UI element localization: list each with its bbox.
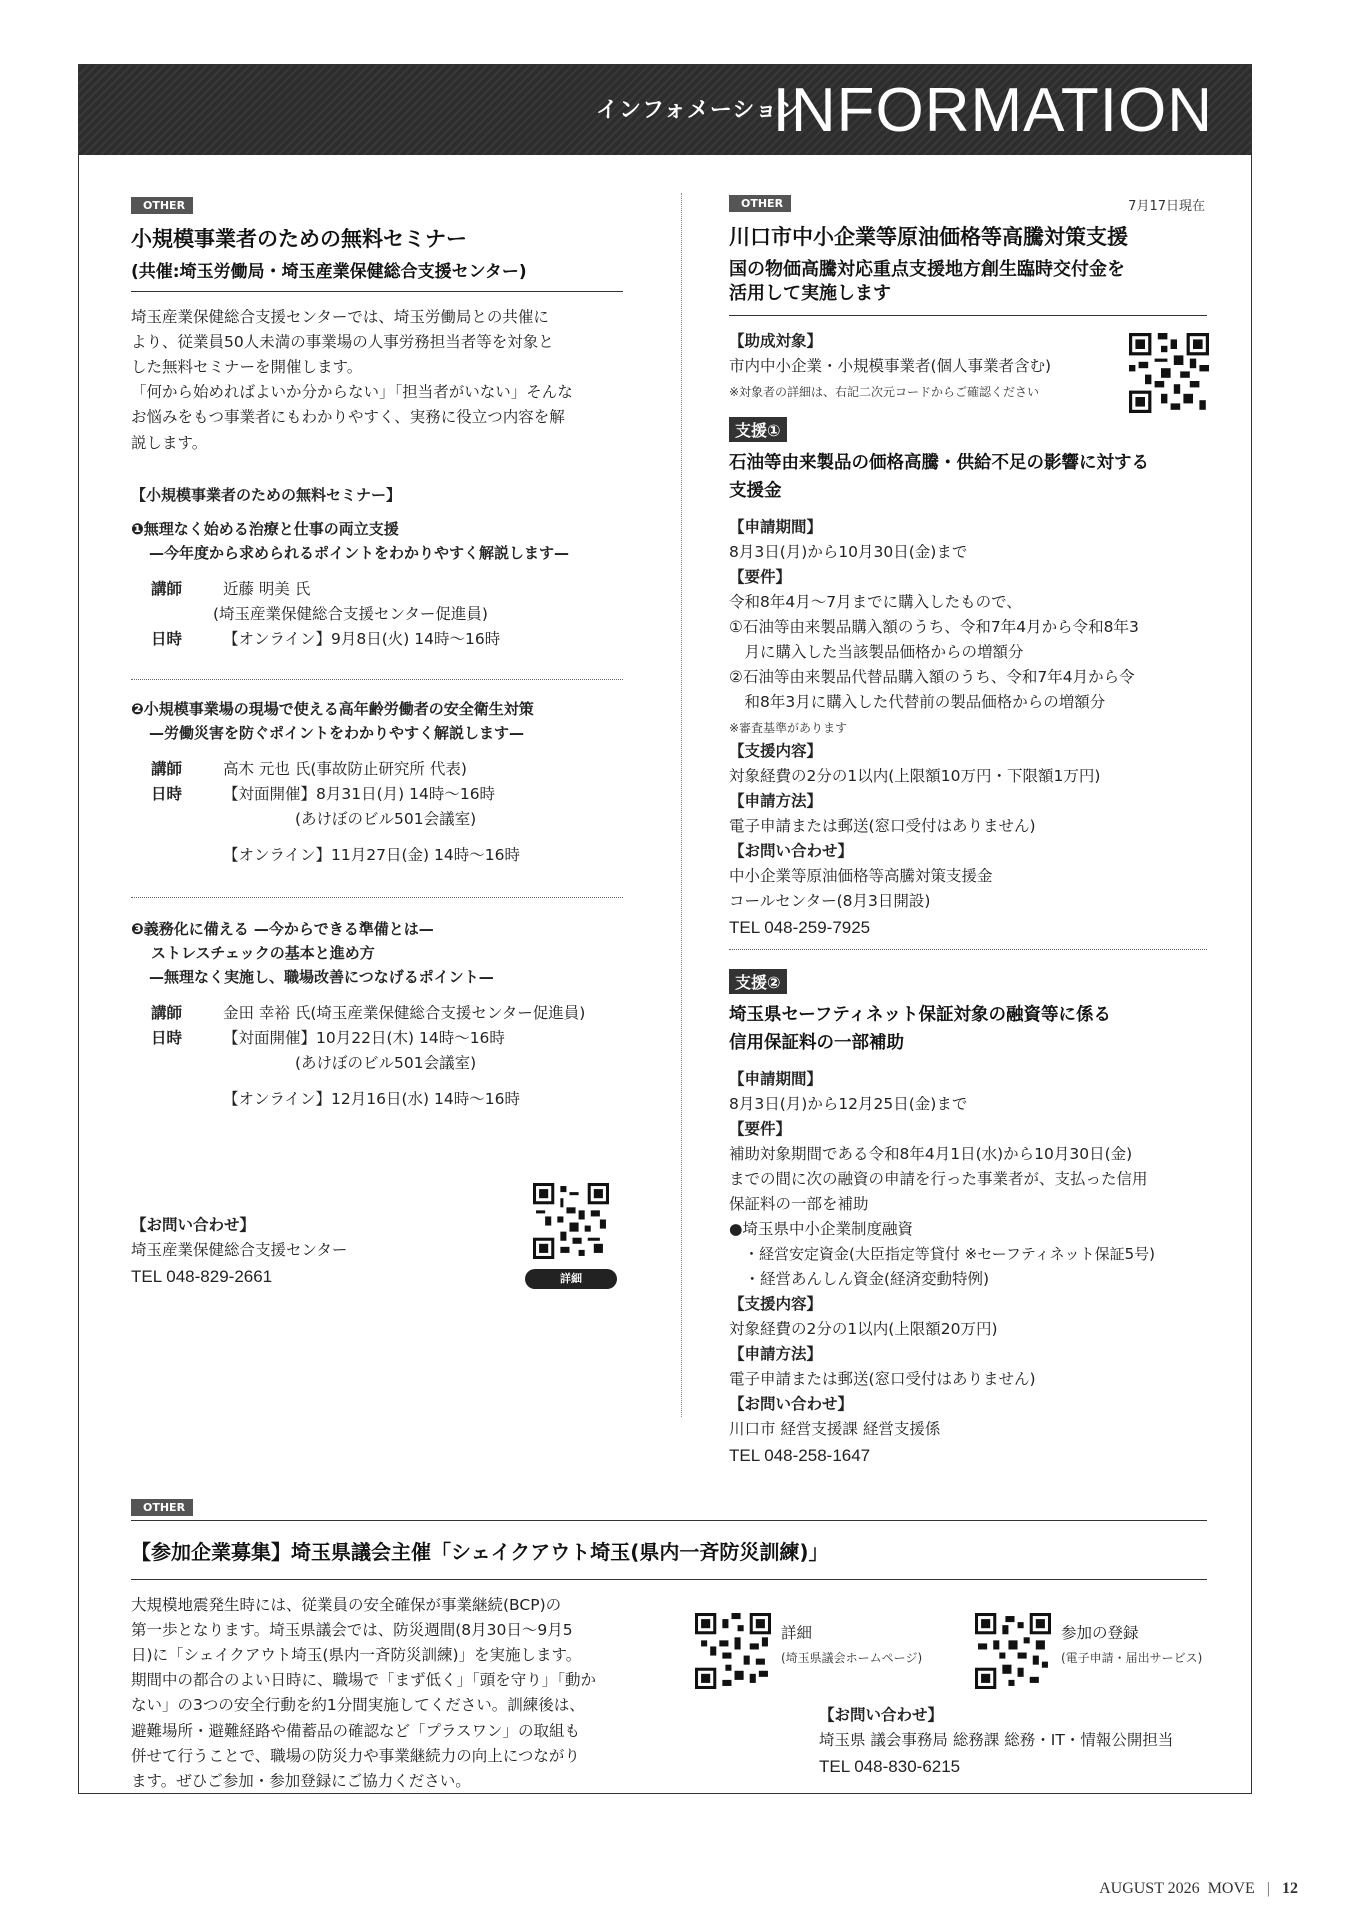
support1-content-label: 【支援内容】 bbox=[729, 742, 823, 760]
support1-contact-label: 【お問い合わせ】 bbox=[729, 842, 854, 860]
seminar1-date: 日時 【オンライン】9月8日(火) 14時〜16時 bbox=[151, 630, 501, 648]
right-date-note: 7月17日現在 bbox=[1128, 199, 1205, 214]
support2-content: 対象経費の2分の1以内(上限額20万円) bbox=[729, 1320, 998, 1338]
seminar2-sub: —労働災害を防ぐポイントをわかりやすく解説します— bbox=[149, 724, 525, 742]
support2-req: 補助対象期間である令和8年4月1日(水)から10月30日(金) までの間に次の融資の申請を行った事業者が、支払った信用 保証料の一部を補助 ●埼玉県中小企業制度融資 ・経営安定資金(大臣指定等貸付 ※セーフティネット保証5号) ・経営あんしん資金(経済変動特例) bbox=[729, 1145, 1156, 1288]
left-intro: 埼玉産業保健総合支援センターでは、埼玉労働局との共催に より、従業員50人未満の事業場の人事労務担当者等を対象と した無料セミナーを開催します。 「何から始めればよいか分からない」「担当者がいない」そんな お悩みをもつ事業者にもわかりやすく、実務に役立つ内容を解 説します。 bbox=[131, 308, 573, 452]
target-label: 【助成対象】 bbox=[729, 332, 823, 350]
left-subtitle: (共催:埼玉労働局・埼玉産業保健総合支援センター) bbox=[131, 262, 527, 282]
right-qr-code[interactable] bbox=[1129, 333, 1209, 413]
support1-method-label: 【申請方法】 bbox=[729, 792, 823, 810]
right-title-rule bbox=[729, 315, 1207, 316]
seminar3-lecturer: 講師 金田 幸裕 氏(埼玉産業保健総合支援センター促進員) bbox=[151, 1004, 586, 1022]
bottom-body: 大規模地震発生時には、従業員の安全確保が事業継続(BCP)の 第一歩となります。埼玉県議会では、防災週間(8月30日〜9月5 日)に「シェイクアウト埼玉(県内一斉防災訓練)」を実施します。 期間中の都合のよい日時に、職場で「まず低く」「頭を守り」「動か ない」の3つの安全行動を約1分間実施してください。訓練後は、 避難場所・避難経路や備蓄品の確認など「プラスワン」の取組も 併せて行うことで、職場の防災力や事業継続力の向上につながり ます。ぜひご参加・参加登録にご協力ください。 bbox=[131, 1596, 597, 1790]
bottom-qr1-sub: (埼玉県議会ホームページ) bbox=[781, 1651, 923, 1665]
page-footer: AUGUST 2026 MOVE | 12 bbox=[1099, 1880, 1298, 1897]
support2-contact-label: 【お問い合わせ】 bbox=[729, 1395, 854, 1413]
seminar-divider-1 bbox=[131, 679, 623, 680]
left-contact-name: 埼玉産業保健総合支援センター bbox=[131, 1241, 348, 1259]
seminar3-online: 【オンライン】12月16日(水) 14時〜16時 bbox=[223, 1090, 520, 1108]
seminar3-venue: (あけぼのビル501会議室) bbox=[295, 1054, 477, 1072]
support2-period: 8月3日(月)から12月25日(金)まで bbox=[729, 1095, 968, 1113]
bottom-contact-label: 【お問い合わせ】 bbox=[819, 1706, 944, 1724]
target-text: 市内中小企業・小規模事業者(個人事業者含む) bbox=[729, 357, 1052, 375]
support-divider bbox=[729, 949, 1207, 950]
support1-period: 8月3日(月)から10月30日(金)まで bbox=[729, 543, 968, 561]
bottom-contact-name: 埼玉県 議会事務局 総務課 総務・IT・情報公開担当 bbox=[819, 1731, 1174, 1749]
support2-req-label: 【要件】 bbox=[729, 1120, 792, 1138]
support1-title2: 支援金 bbox=[729, 481, 782, 501]
support2-period-label: 【申請期間】 bbox=[729, 1070, 823, 1088]
right-subtitle2: 活用して実施します bbox=[729, 283, 891, 304]
support1-title1: 石油等由来製品の価格高騰・供給不足の影響に対する bbox=[729, 453, 1149, 473]
bottom-contact-tel: TEL 048-830-6215 bbox=[819, 1757, 961, 1776]
support1-method: 電子申請または郵送(窓口受付はありません) bbox=[729, 817, 1036, 835]
right-subtitle1: 国の物価高騰対応重点支援地方創生臨時交付金を bbox=[729, 259, 1125, 280]
banner-title-jp: インフォメーション bbox=[595, 98, 801, 123]
support2-badge: 支援② bbox=[729, 969, 787, 994]
other-tag-bottom: OTHER bbox=[131, 1499, 193, 1516]
left-detail-pill[interactable]: 詳細 bbox=[525, 1269, 617, 1289]
support2-content-label: 【支援内容】 bbox=[729, 1295, 823, 1313]
bottom-qr1-label: 詳細 bbox=[781, 1624, 813, 1642]
right-title: 川口市中小企業等原油価格等高騰対策支援 bbox=[729, 225, 1128, 249]
support2-tel: TEL 048-258-1647 bbox=[729, 1446, 871, 1465]
bottom-qr-detail[interactable] bbox=[695, 1613, 771, 1689]
support1-req-note: ※審査基準があります bbox=[729, 721, 848, 735]
left-contact-tel: TEL 048-829-2661 bbox=[131, 1267, 273, 1286]
left-title: 小規模事業者のための無料セミナー bbox=[131, 227, 467, 251]
seminar2-venue: (あけぼのビル501会議室) bbox=[295, 810, 477, 828]
seminar1-lecturer: 講師 近藤 明美 氏 bbox=[151, 580, 311, 598]
seminar2-online: 【オンライン】11月27日(金) 14時〜16時 bbox=[223, 846, 520, 864]
support2-method: 電子申請または郵送(窓口受付はありません) bbox=[729, 1370, 1036, 1388]
support1-badge: 支援① bbox=[729, 417, 787, 442]
bottom-top-rule bbox=[131, 1520, 1207, 1521]
other-tag-right: OTHER bbox=[729, 195, 791, 212]
left-contact-label: 【お問い合わせ】 bbox=[131, 1216, 256, 1234]
seminar1-sub: —今年度から求められるポイントをわかりやすく解説します— bbox=[149, 544, 570, 562]
bottom-qr2-label: 参加の登録 bbox=[1061, 1624, 1139, 1642]
seminar3-date: 日時 【対面開催】10月22日(木) 14時〜16時 bbox=[151, 1029, 505, 1047]
other-tag: OTHER bbox=[131, 197, 193, 214]
seminar2-lecturer: 講師 高木 元也 氏(事故防止研究所 代表) bbox=[151, 760, 467, 778]
support1-content: 対象経費の2分の1以内(上限額10万円・下限額1万円) bbox=[729, 767, 1101, 785]
bottom-title-rule bbox=[131, 1579, 1207, 1580]
left-qr-code[interactable] bbox=[533, 1183, 609, 1259]
target-note: ※対象者の詳細は、右記二次元コードからご確認ください bbox=[729, 385, 1040, 399]
page-frame bbox=[78, 64, 1252, 1794]
banner-title-en: INFORMATION bbox=[772, 76, 1213, 145]
seminar3-title2: ストレスチェックの基本と進め方 bbox=[151, 944, 375, 962]
column-divider bbox=[681, 193, 682, 1417]
footer-issue: AUGUST 2026 bbox=[1099, 1880, 1200, 1897]
support1-contact2: コールセンター(8月3日開設) bbox=[729, 892, 931, 910]
bottom-qr-register[interactable] bbox=[975, 1613, 1051, 1689]
seminar-section-title: 【小規模事業者のための無料セミナー】 bbox=[131, 486, 402, 504]
information-banner bbox=[79, 65, 1251, 155]
seminar1-lecturer-org: (埼玉産業保健総合支援センター促進員) bbox=[213, 605, 488, 623]
bottom-title: 【参加企業募集】埼玉県議会主催「シェイクアウト埼玉(県内一斉防災訓練)」 bbox=[131, 1540, 829, 1564]
support2-title1: 埼玉県セーフティネット保証対象の融資等に係る bbox=[729, 1005, 1112, 1025]
seminar3-sub: —無理なく実施し、職場改善につなげるポイント— bbox=[149, 968, 494, 986]
left-title-rule bbox=[131, 291, 623, 292]
footer-magazine: MOVE bbox=[1207, 1880, 1255, 1897]
support2-method-label: 【申請方法】 bbox=[729, 1345, 823, 1363]
seminar2-date: 日時 【対面開催】8月31日(月) 14時〜16時 bbox=[151, 785, 496, 803]
seminar2-title: ❷小規模事業場の現場で使える高年齢労働者の安全衛生対策 bbox=[131, 700, 534, 718]
footer-page-number: 12 bbox=[1282, 1880, 1298, 1897]
support2-contact1: 川口市 経営支援課 経営支援係 bbox=[729, 1420, 941, 1438]
seminar3-title: ❸義務化に備える —今からできる準備とは— bbox=[131, 920, 434, 938]
support2-title2: 信用保証料の一部補助 bbox=[729, 1033, 904, 1053]
bottom-qr2-sub: (電子申請・届出サービス) bbox=[1061, 1651, 1203, 1665]
support1-period-label: 【申請期間】 bbox=[729, 518, 823, 536]
support1-contact1: 中小企業等原油価格等高騰対策支援金 bbox=[729, 867, 993, 885]
seminar-divider-2 bbox=[131, 897, 623, 898]
support1-req-label: 【要件】 bbox=[729, 568, 792, 586]
seminar1-title: ❶無理なく始める治療と仕事の両立支援 bbox=[131, 520, 399, 538]
support1-req: 令和8年4月〜7月までに購入したもので、 ①石油等由来製品購入額のうち、令和7年4月から令和8年3 月に購入した当該製品価格からの増額分 ②石油等由来製品代替品購入額のうち、令和7年4月から令 和8年3月に購入した代替前の製品価格からの増額分 bbox=[729, 593, 1139, 712]
support1-tel: TEL 048-259-7925 bbox=[729, 918, 871, 937]
